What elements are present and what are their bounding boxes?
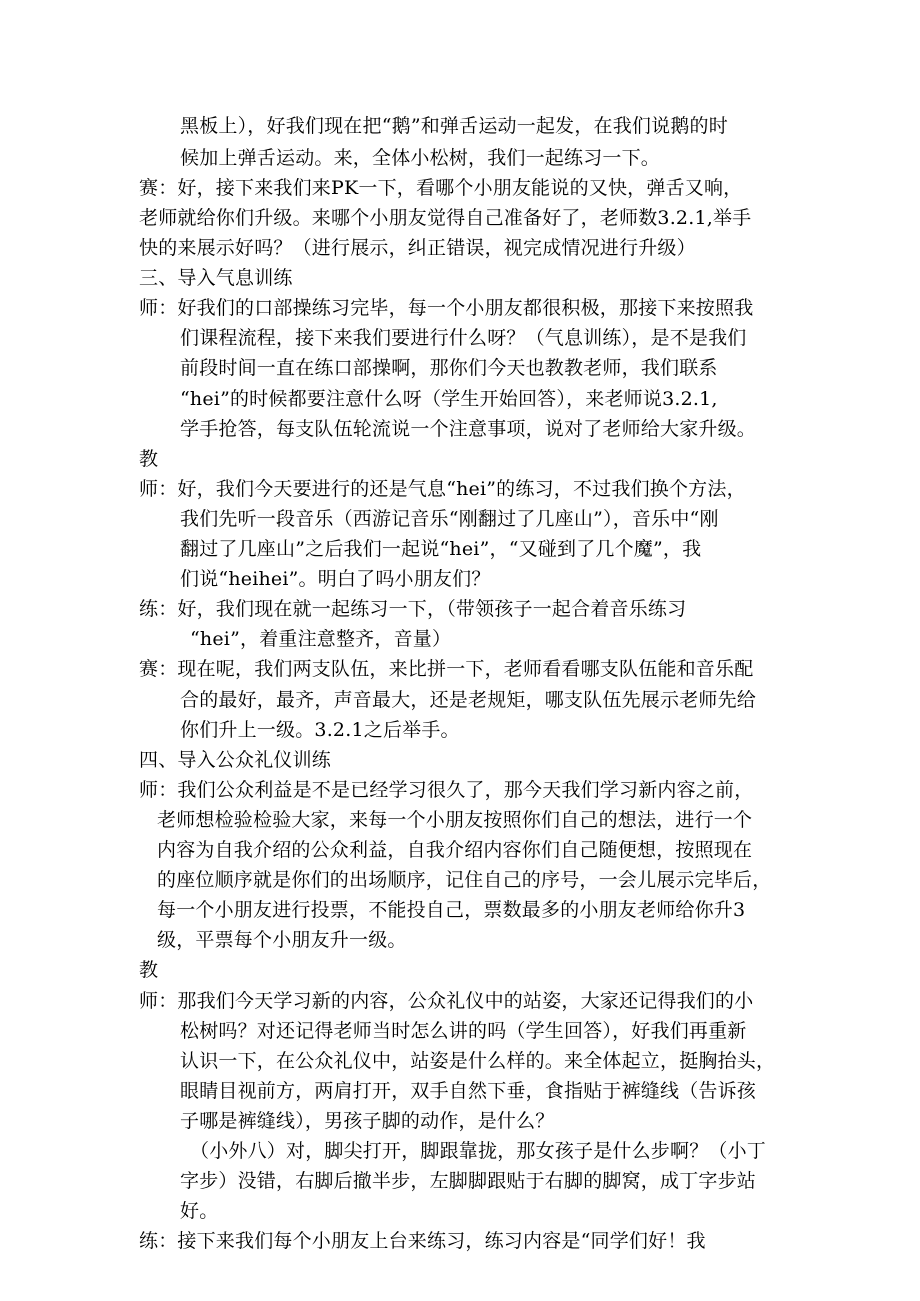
text-line: “hei”的时候都要注意什么呀（学生开始回答），来老师说3.2.1, [180,388,718,410]
text-line: （小外八）对，脚尖打开，脚跟靠拢，那女孩子是什么步啊？（小丁 [190,1140,767,1162]
text-line: 赛：好，接下来我们来PK一下，看哪个小朋友能说的又快，弹舌又响， [139,177,743,199]
text-line: 练：好，我们现在就一起练习一下，（带领孩子一起合着音乐练习 [139,598,687,620]
text-line: 教 [139,959,159,981]
text-line: 子哪是裤缝线），男孩子脚的动作，是什么？ [180,1110,555,1132]
text-line: 教 [139,448,159,470]
text-line: 字步）没错，右脚后撤半步，左脚脚跟贴于右脚的脚窝，成丁字步站 [180,1170,757,1192]
text-line: 老师就给你们升级。来哪个小朋友觉得自己准备好了，老师数3.2.1,举手 [139,207,752,229]
text-line: 黑板上），好我们现在把“鹅”和弹舌运动一起发，在我们说鹅的时 [180,115,728,137]
text-line: 师：那我们今天学习新的内容，公众礼仪中的站姿，大家还记得我们的小 [139,990,754,1012]
text-line: 你们升上一级。3.2.1之后举手。 [180,719,460,741]
text-line: 练：接下来我们每个小朋友上台来练习，练习内容是“同学们好！我 [139,1230,706,1252]
text-line: 师：好，我们今天要进行的还是气息“hei”的练习，不过我们换个方法， [139,478,746,500]
section-heading: 四、导入公众礼仪训练 [139,749,332,771]
text-line: 们说“heihei”。明白了吗小朋友们？ [180,568,491,590]
text-line: 合的最好，最齐，声音最大，还是老规矩，哪支队伍先展示老师先给 [180,689,757,711]
text-line: 候加上弹舌运动。来，全体小松树，我们一起练习一下。 [180,147,661,169]
text-line: “hei”，着重注意整齐，音量） [190,628,452,650]
text-line: 我们先听一段音乐（西游记音乐“刚翻过了几座山”），音乐中“刚 [180,508,719,530]
text-line: 认识一下，在公众礼仪中，站姿是什么样的。来全体起立，挺胸抬头， [180,1050,776,1072]
text-line: 的座位顺序就是你们的出场顺序，记住自己的序号，一会儿展示完毕后， [157,869,772,891]
text-line: 老师想检验检验大家，来每一个小朋友按照你们自己的想法，进行一个 [157,809,753,831]
text-line: 内容为自我介绍的公众利益，自我介绍内容你们自己随便想，按照现在 [157,839,753,861]
text-line: 们课程流程，接下来我们要进行什么呀？（气息训练），是不是我们 [180,327,747,349]
text-line: 翻过了几座山”之后我们一起说“hei”，“又碰到了几个魔”，我 [180,538,702,560]
text-line: 松树吗？对还记得老师当时怎么讲的吗（学生回答），好我们再重新 [180,1020,747,1042]
text-line: 师：好我们的口部操练习完毕，每一个小朋友都很积极，那接下来按照我 [139,297,754,319]
text-line: 好。 [180,1200,219,1222]
text-line: 快的来展示好吗？（进行展示，纠正错误，视完成情况进行升级） [139,237,696,259]
text-line: 前段时间一直在练口部操啊，那你们今天也教教老师，我们联系 [180,357,718,379]
text-line: 学手抢答，每支队伍轮流说一个注意事项，说对了老师给大家升级。 [180,418,757,440]
section-heading: 三、导入气息训练 [139,267,293,289]
text-line: 级，平票每个小朋友升一级。 [157,929,407,951]
text-line: 眼睛目视前方，两肩打开，双手自然下垂，食指贴于裤缝线（告诉孩 [180,1080,757,1102]
text-line: 师：我们公众利益是不是已经学习很久了，那今天我们学习新内容之前， [139,779,754,801]
text-line: 赛：现在呢，我们两支队伍，来比拼一下，老师看看哪支队伍能和音乐配 [139,658,754,680]
text-line: 每一个小朋友进行投票，不能投自己，票数最多的小朋友老师给你升3 [157,899,746,921]
